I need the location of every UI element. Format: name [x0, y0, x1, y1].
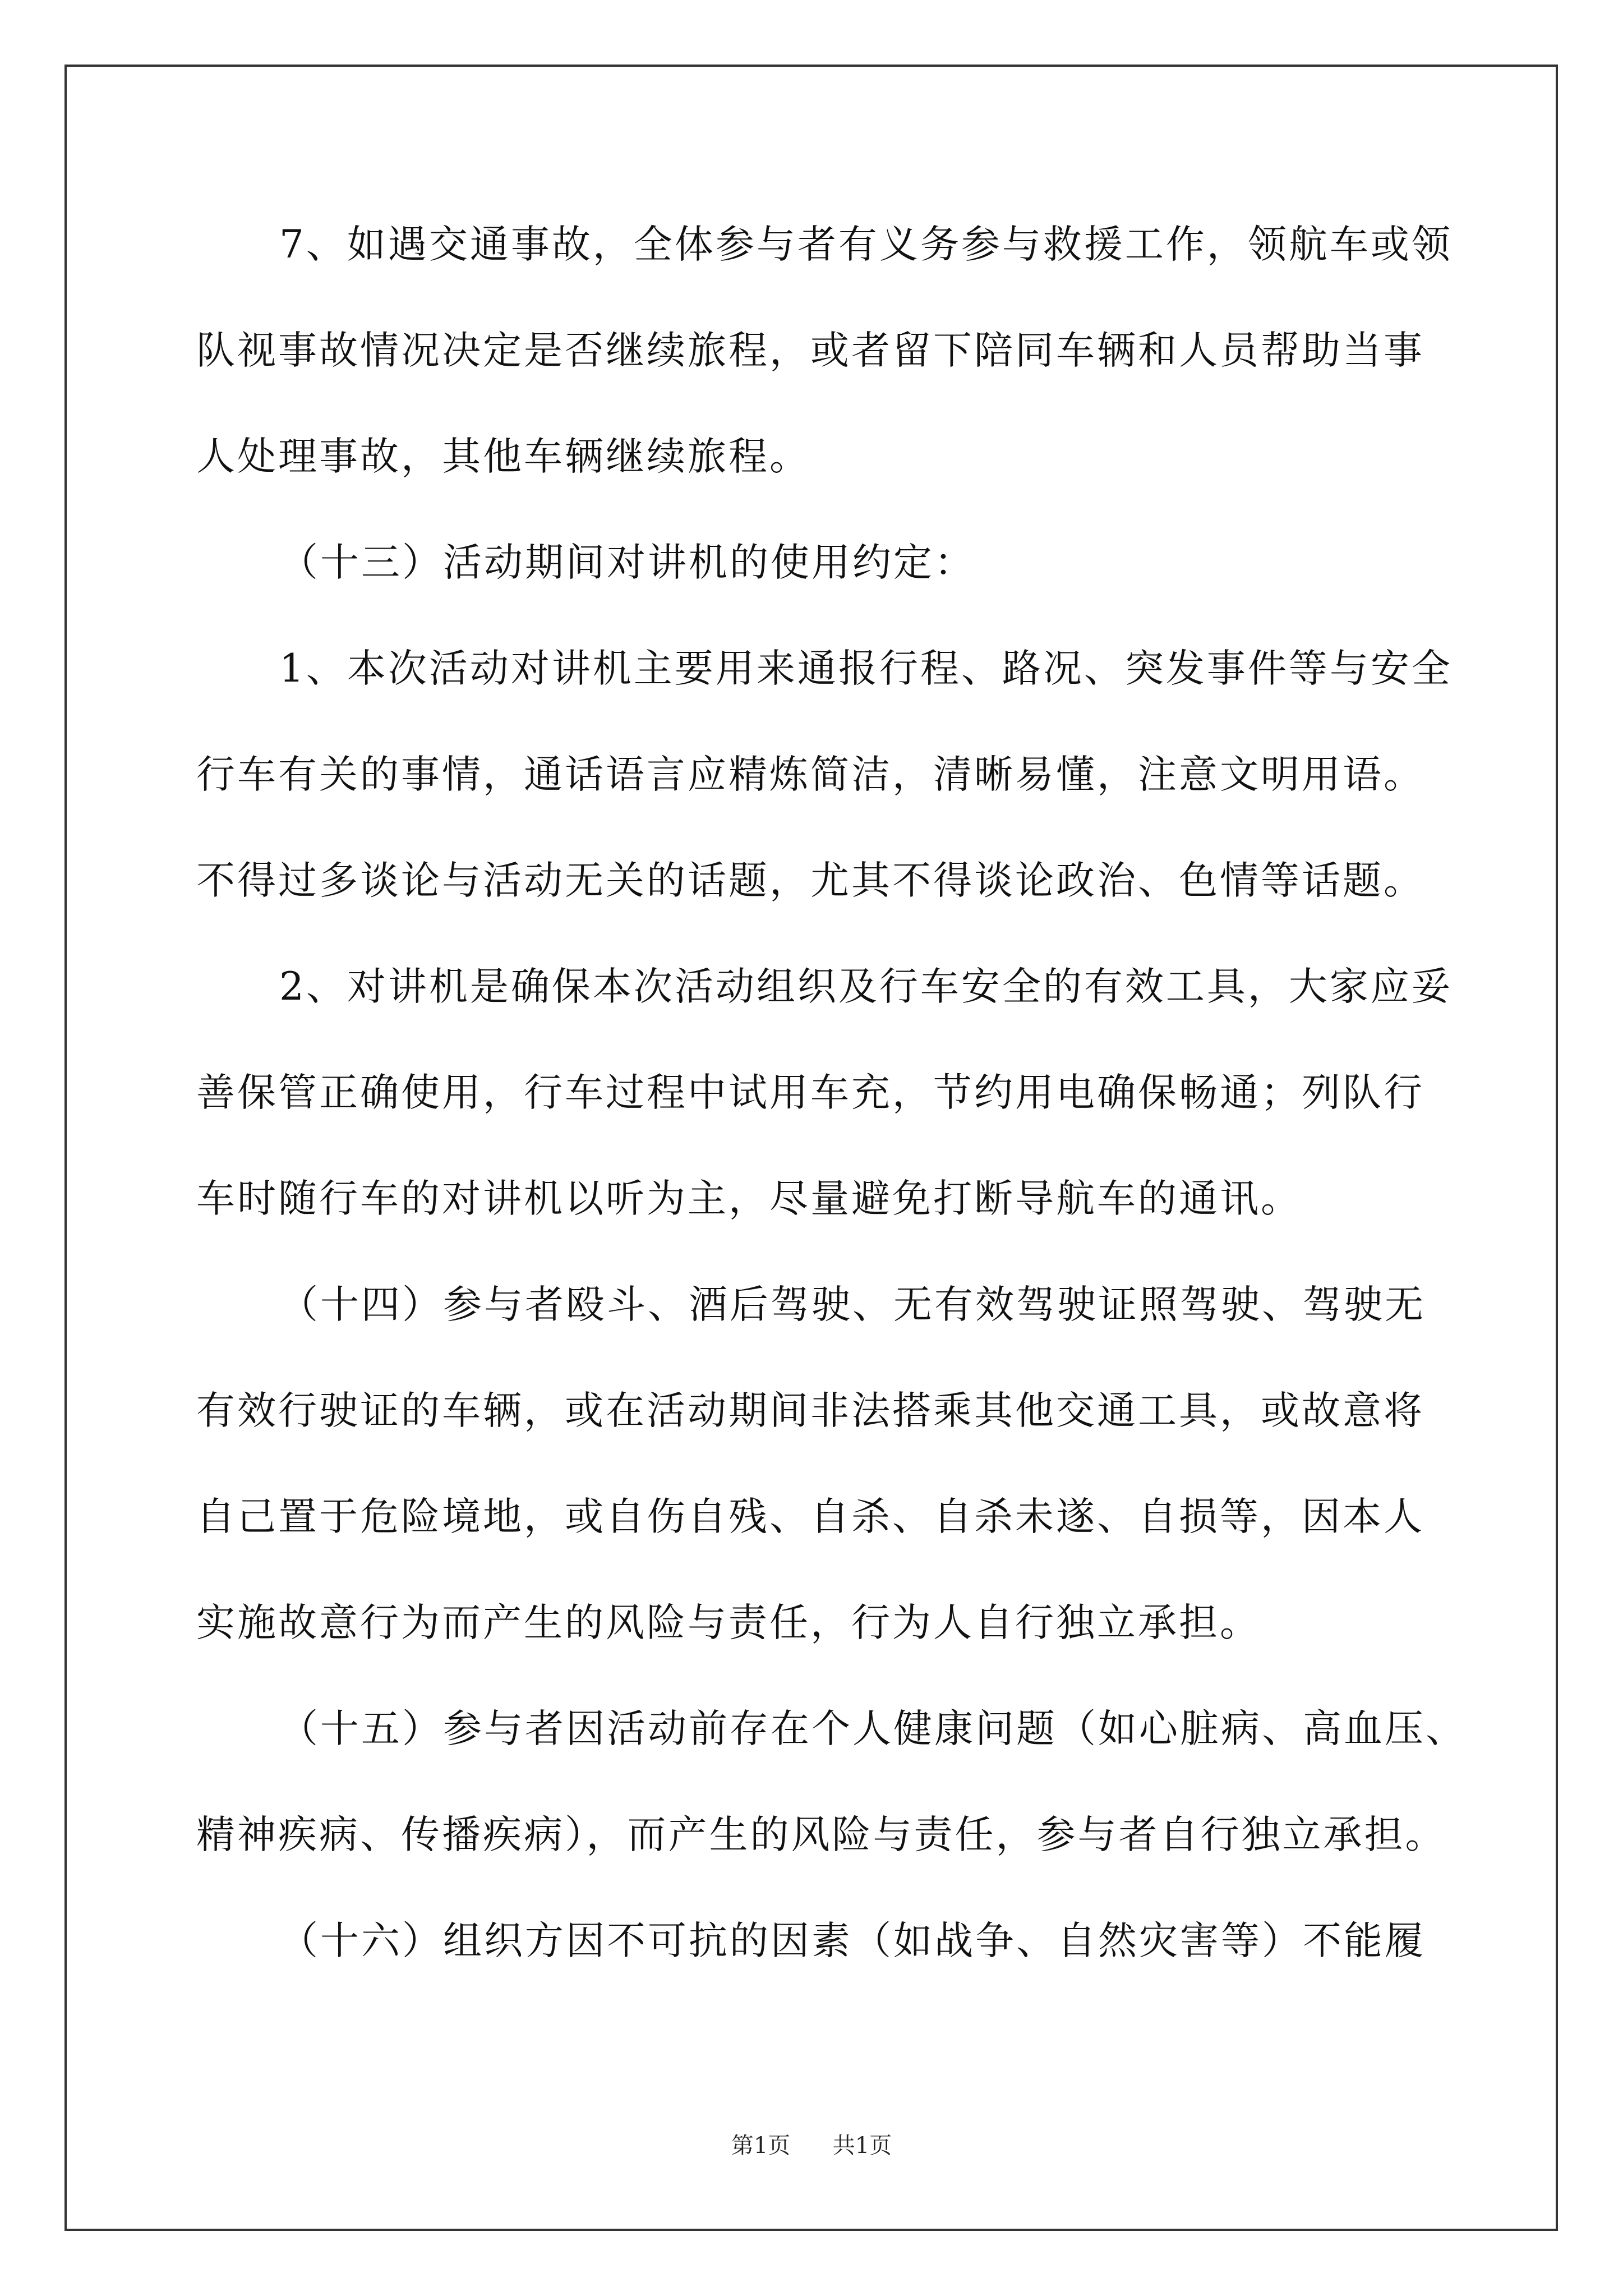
paragraph-line: 车时随行车的对讲机以听为主，尽量避免打断导航车的通讯。 — [196, 1176, 1302, 1221]
paragraph-line: 2、对讲机是确保本次活动组织及行车安全的有效工具，大家应妥 — [279, 964, 1453, 1009]
paragraph-line: 人处理事故，其他车辆继续旅程。 — [196, 434, 810, 479]
paragraph-line: 精神疾病、传播疾病），而产生的风险与责任，参与者自行独立承担。 — [196, 1812, 1446, 1857]
document-body — [196, 218, 1467, 2020]
page-footer — [0, 2128, 1623, 2160]
paragraph-line: 自己置于危险境地，或自伤自残、自杀、自杀未遂、自损等，因本人 — [196, 1494, 1424, 1539]
paragraph-line: （十六）组织方因不可抗的因素（如战争、自然灾害等）不能履 — [279, 1918, 1426, 1963]
paragraph-line: 队视事故情况决定是否继续旅程，或者留下陪同车辆和人员帮助当事 — [196, 328, 1424, 373]
paragraph-line: 行车有关的事情，通话语言应精炼简洁，清晰易懂，注意文明用语。 — [196, 752, 1424, 797]
paragraph-line: （十四）参与者殴斗、酒后驾驶、无有效驾驶证照驾驶、驾驶无 — [279, 1282, 1426, 1327]
paragraph-line: 不得过多谈论与活动无关的话题，尤其不得谈论政治、色情等话题。 — [196, 858, 1424, 903]
paragraph-line: 1、本次活动对讲机主要用来通报行程、路况、突发事件等与安全 — [279, 646, 1453, 691]
paragraph-line: 有效行驶证的车辆，或在活动期间非法搭乘其他交通工具，或故意将 — [196, 1388, 1424, 1433]
page-number-total: 共1页 — [832, 2133, 892, 2159]
paragraph-line: 善保管正确使用，行车过程中试用车充，节约用电确保畅通；列队行 — [196, 1070, 1424, 1115]
page-number-current: 第1页 — [731, 2133, 791, 2159]
paragraph-line: （十五）参与者因活动前存在个人健康问题（如心脏病、高血压、 — [279, 1706, 1467, 1751]
paragraph-line: 7、如遇交通事故，全体参与者有义务参与救援工作，领航车或领 — [279, 222, 1453, 267]
paragraph-line: 实施故意行为而产生的风险与责任，行为人自行独立承担。 — [196, 1600, 1261, 1645]
section-heading: （十三）活动期间对讲机的使用约定： — [279, 540, 975, 585]
